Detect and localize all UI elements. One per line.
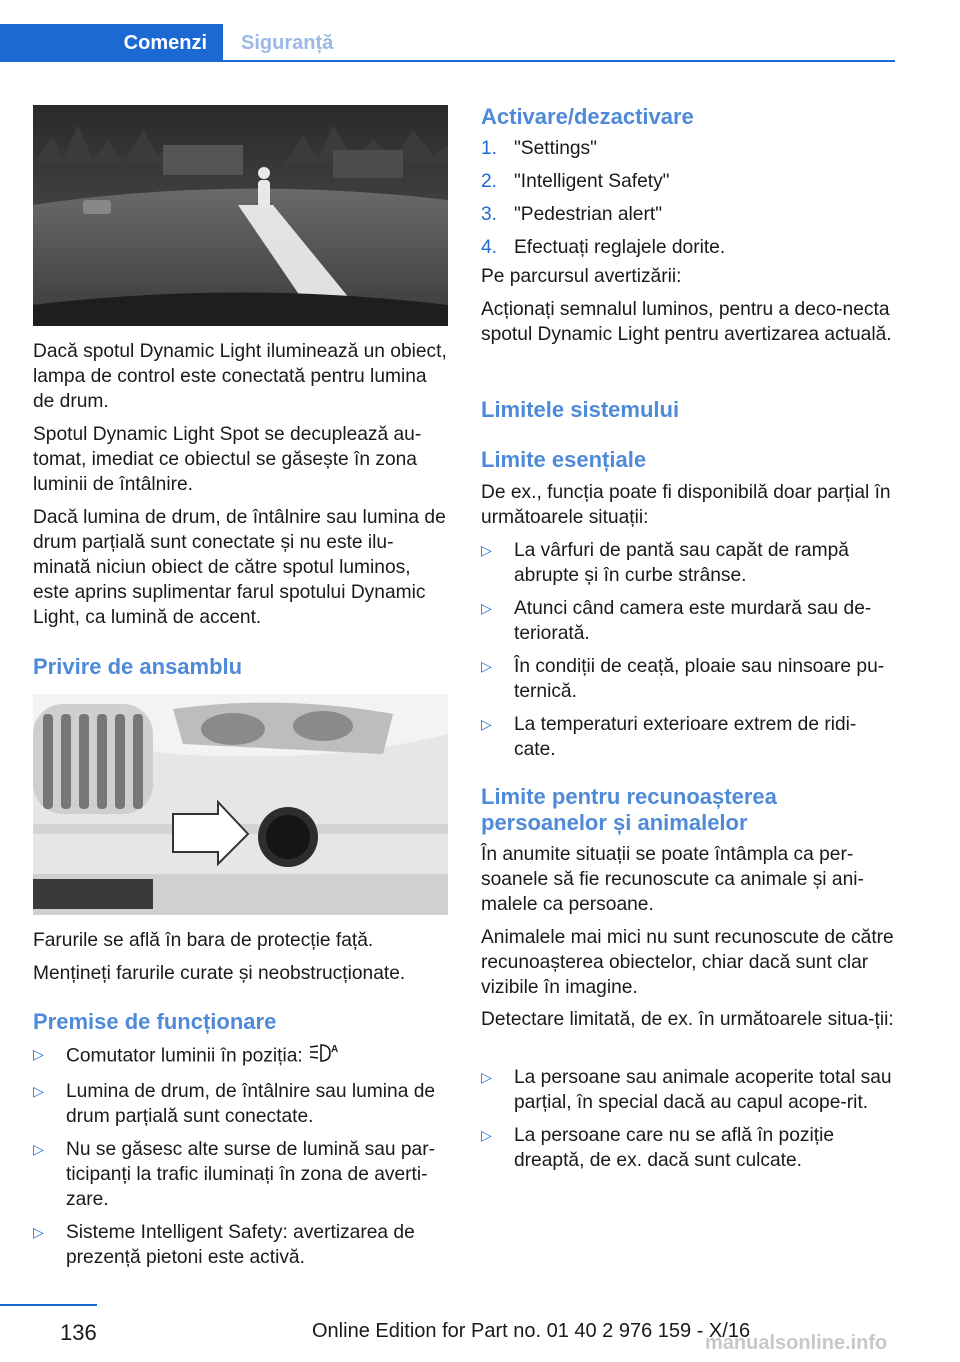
step-item: [481, 202, 896, 227]
paragraph-recognition-2: Animalele mai mici nu sunt recunoscute de către recunoașterea obiectelor, chiar dacă sunt clar vizibile în imagine.: [481, 927, 894, 998]
triangle-right-icon: ▷: [481, 716, 492, 732]
list-item-text: Lumina de drum, de întâlnire sau lumina de drum parțială sunt conectate.: [66, 1081, 436, 1127]
list-item: [481, 1065, 896, 1115]
list-item-text: La persoane care nu se află în poziție dreaptă, de ex. dacă sunt culcate.: [514, 1125, 835, 1171]
recognition-limits-list: [481, 1065, 896, 1181]
paragraph-flash-action: Acționați semnalul luminos, pentru a deco‐necta spotul Dynamic Light pentru avertizarea actuală.: [481, 299, 892, 345]
heading-essential-limits: Limite esențiale: [481, 447, 647, 472]
heading-system-limits: Limitele sistemului: [481, 397, 680, 422]
heading-recognition-limits: Limite pentru recunoașterea persoanelor și animalelor: [481, 784, 777, 835]
list-item-text: La vârfuri de pantă sau capăt de rampă abrupte și în curbe strânse.: [514, 540, 849, 586]
step-item: [481, 235, 896, 260]
paragraph-spot-decouple: Spotul Dynamic Light Spot se decuplează au‐tomat, imediat ce obiectul se găsește în zona luminii de întâlnire.: [33, 424, 422, 495]
triangle-right-icon: ▷: [33, 1046, 44, 1062]
triangle-right-icon: ▷: [481, 542, 492, 558]
paragraph-spot-lamp: Dacă spotul Dynamic Light iluminează un obiect, lampa de control este conectată pentru lumina de drum.: [33, 341, 447, 412]
premise-list: [33, 1042, 448, 1278]
activation-steps: [481, 136, 896, 268]
list-item: [33, 1137, 448, 1212]
list-item: [481, 596, 896, 646]
list-item: [33, 1079, 448, 1129]
heading-overview: Privire de ansamblu: [33, 654, 243, 679]
step-item: [481, 136, 896, 161]
step-number: 1.: [481, 138, 498, 159]
paragraph-keep-clean: Mențineți farurile curate și neobstrucționate.: [33, 963, 406, 984]
triangle-right-icon: ▷: [481, 1069, 492, 1085]
list-item-text: În condiții de ceață, ploaie sau ninsoare pu‐ternică.: [514, 656, 885, 702]
page-number: 136: [60, 1320, 97, 1345]
paragraph-during-warning: Pe parcursul avertizării:: [481, 266, 682, 287]
night-road-illustration: [33, 105, 448, 326]
paragraph-recognition-1: În anumite situații se poate întâmpla ca per‐soanele să fie recunoscute ca animale și ani‐malele ca persoane.: [481, 844, 864, 915]
list-item-text: La temperaturi exterioare extrem de ridi‐cate.: [514, 714, 857, 760]
step-text: "Pedestrian alert": [514, 204, 663, 225]
list-item: [481, 1123, 896, 1173]
footer-divider: [0, 1304, 97, 1306]
svg-text:A: A: [331, 1044, 339, 1055]
step-number: 2.: [481, 171, 498, 192]
list-item-text: Nu se găsesc alte surse de lumină sau par‐ticipanți la trafic iluminați în zona de averti‐zare.: [66, 1139, 436, 1210]
paragraph-headlight-location: Farurile se află în bara de protecție față.: [33, 930, 374, 951]
list-item: [481, 712, 896, 762]
step-item: [481, 169, 896, 194]
paragraph-accent-light: Dacă lumina de drum, de întâlnire sau lumina de drum parțială sunt conectate și nu este ilu‐minată niciun obiect de către spotul luminos, este aprins suplimentar farul spotului Dynamic Light, ca lumină de accent.: [33, 507, 446, 628]
list-item-text: La persoane sau animale acoperite total sau parțial, în special dacă au capul acope‐rit.: [514, 1067, 892, 1113]
triangle-right-icon: ▷: [33, 1141, 44, 1157]
step-text: "Intelligent Safety": [514, 171, 670, 192]
paragraph-essential-intro: De ex., funcția poate fi disponibilă doar parțial în următoarele situații:: [481, 482, 891, 528]
header-divider: [0, 60, 895, 62]
triangle-right-icon: ▷: [481, 658, 492, 674]
step-text: "Settings": [514, 138, 597, 159]
list-item-text: Sisteme Intelligent Safety: avertizarea de prezență pietoni este activă.: [66, 1222, 415, 1268]
heading-premise: Premise de funcționare: [33, 1009, 277, 1034]
triangle-right-icon: ▷: [33, 1083, 44, 1099]
list-item-text: Comutator luminii în poziția:: [66, 1045, 303, 1067]
step-number: 3.: [481, 204, 498, 225]
watermark: manualsonline.info: [705, 1332, 888, 1354]
step-number: 4.: [481, 237, 498, 258]
triangle-right-icon: ▷: [481, 1127, 492, 1143]
paragraph-recognition-3: Detectare limitată, de ex. în următoarele situa‐ții:: [481, 1009, 894, 1030]
step-text: Efectuați reglajele dorite.: [514, 237, 726, 258]
edition-text: Online Edition for Part no. 01 40 2 976 159 - X/16: [312, 1320, 751, 1342]
triangle-right-icon: ▷: [33, 1224, 44, 1240]
list-item: [33, 1042, 448, 1071]
essential-limits-list: [481, 538, 896, 770]
tab-siguranta[interactable]: Siguranță: [241, 31, 334, 54]
auto-headlight-icon: [308, 1042, 342, 1071]
triangle-right-icon: ▷: [481, 600, 492, 616]
list-item-text: Atunci când camera este murdară sau de‐teriorată.: [514, 598, 872, 644]
heading-activation: Activare/dezactivare: [481, 104, 694, 129]
headlight-illustration: [33, 694, 448, 915]
tab-comenzi[interactable]: Comenzi: [0, 24, 223, 62]
list-item: [481, 538, 896, 588]
list-item: [33, 1220, 448, 1270]
list-item: [481, 654, 896, 704]
